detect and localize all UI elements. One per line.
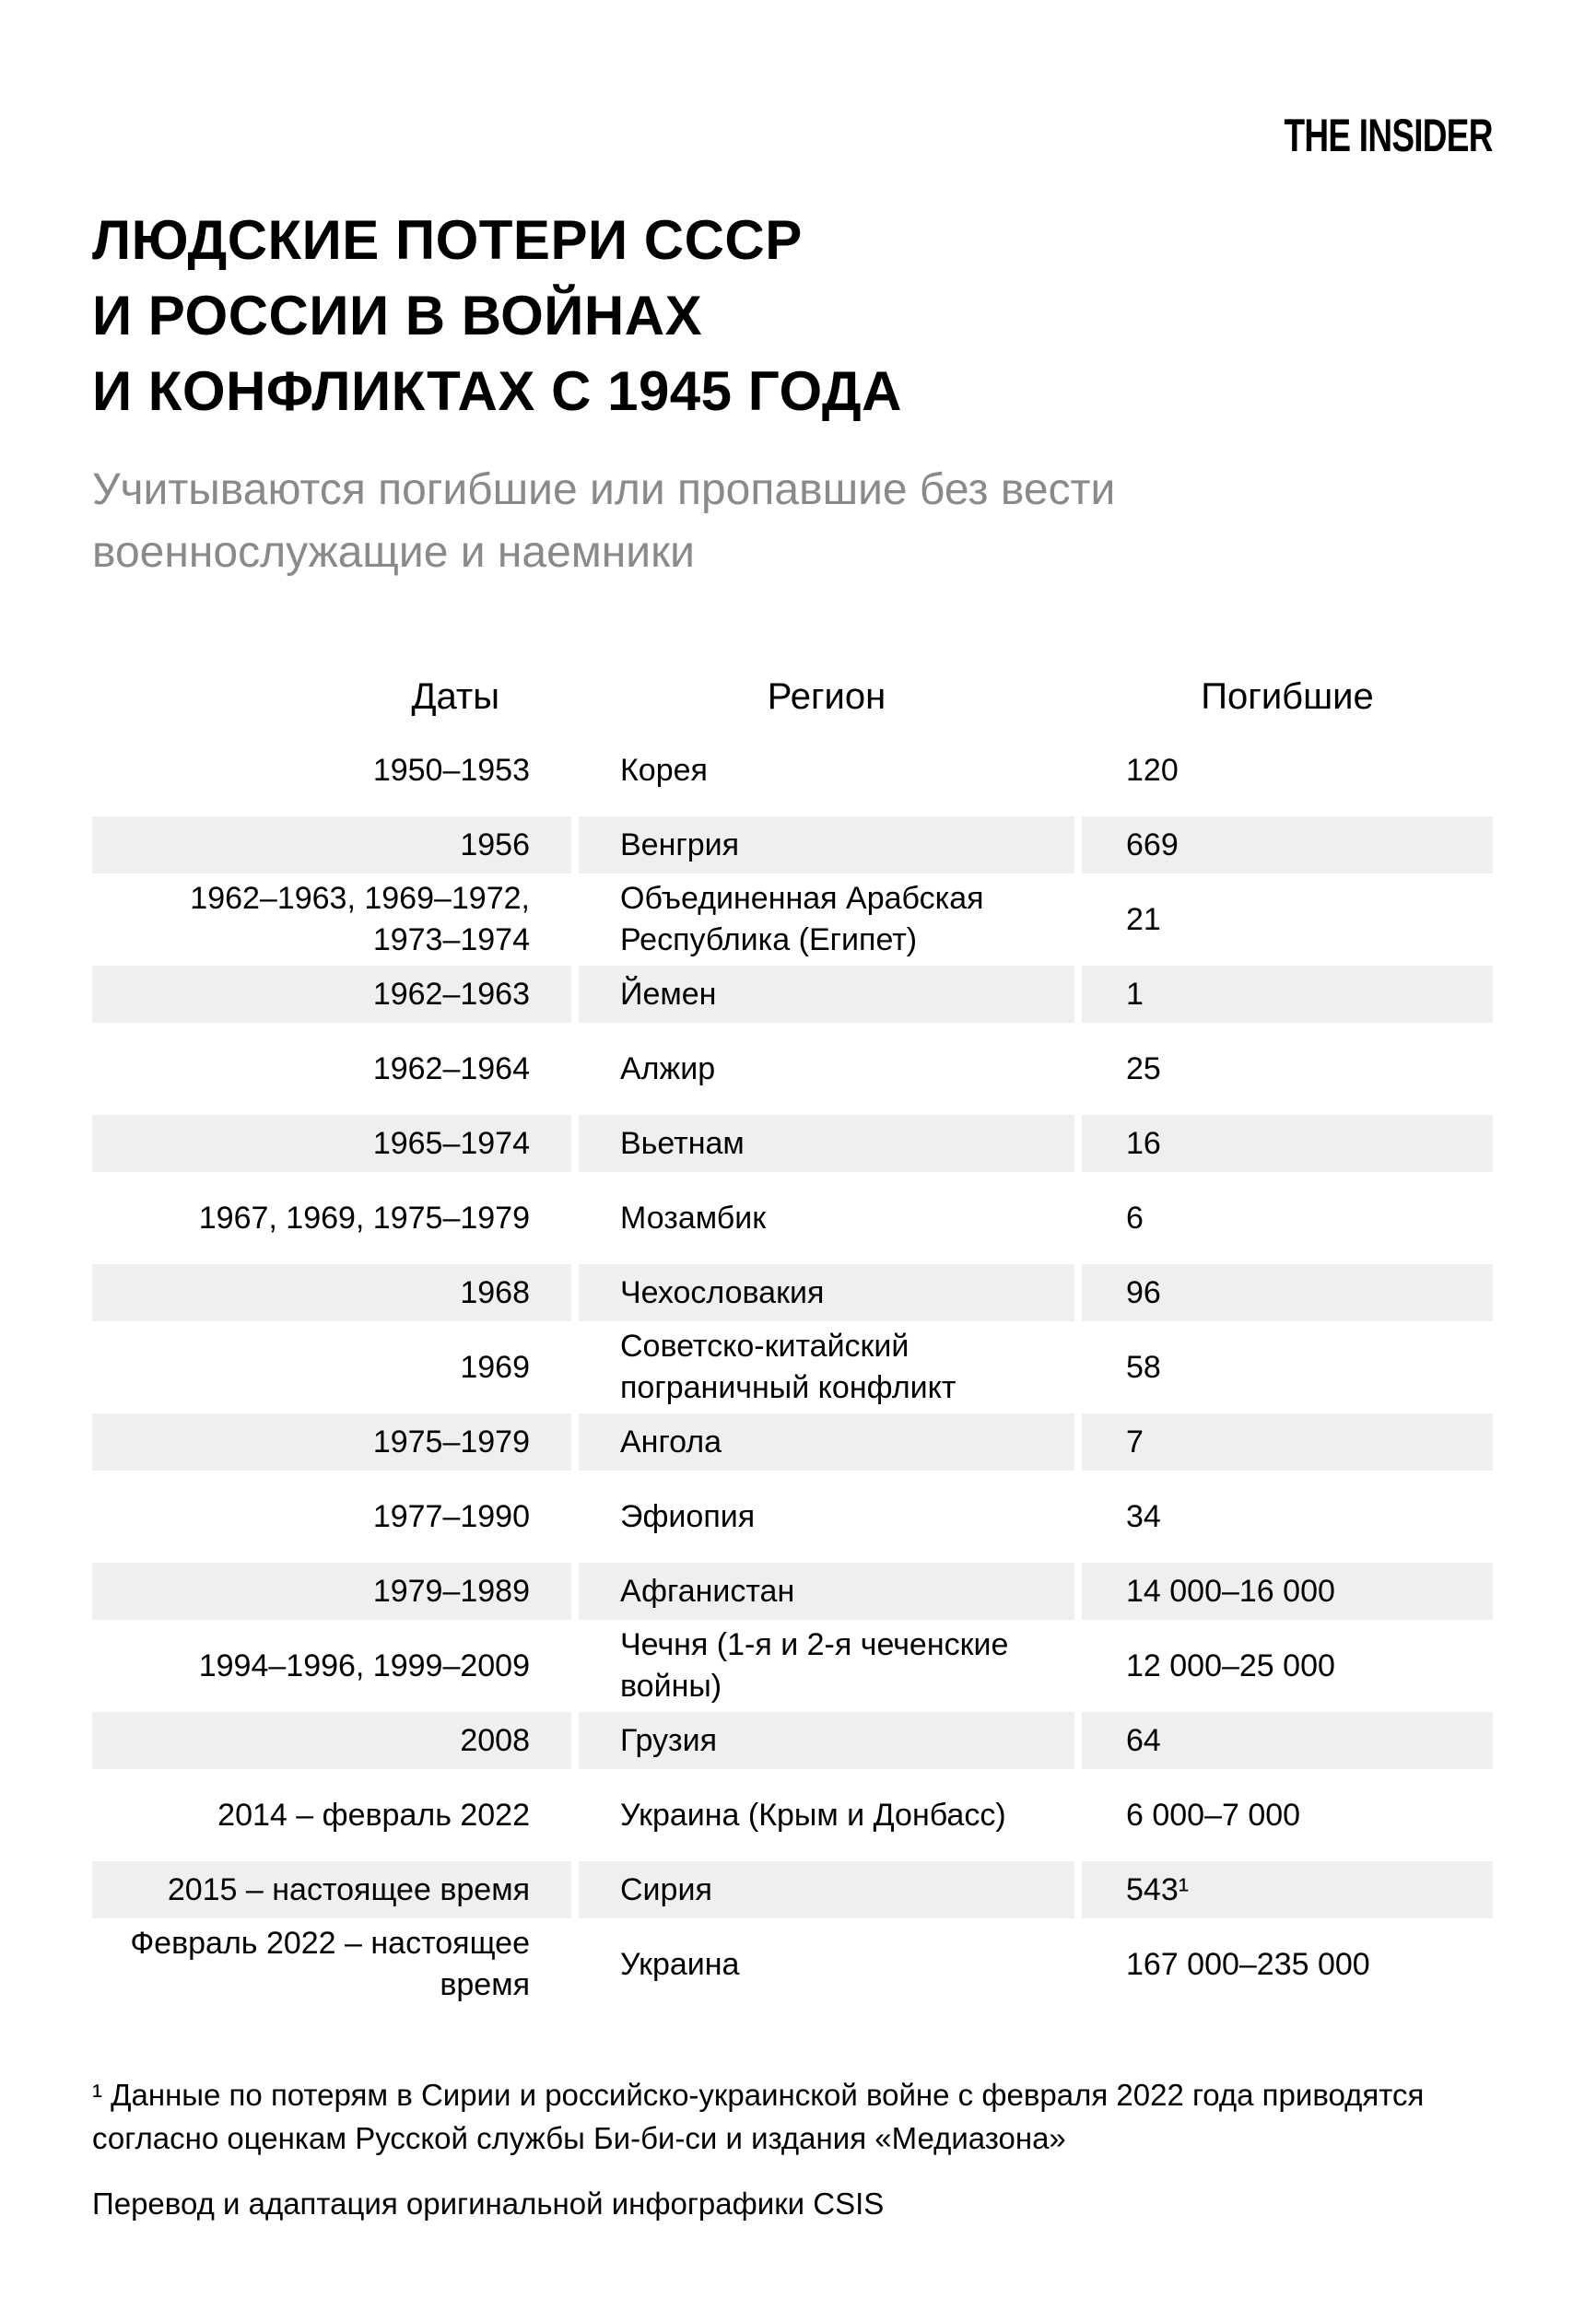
table-row: [92, 1712, 1493, 1769]
table-row: [92, 1471, 1493, 1563]
region-cell: Украина (Крым и Донбасс): [620, 1797, 1006, 1833]
region-cell: Ангола: [579, 1413, 1074, 1471]
dates-cell: 2015 – настоящее время: [92, 1861, 571, 1918]
deaths-cell: 25: [1126, 1050, 1161, 1086]
table-row: [92, 1620, 1493, 1712]
page-title-line-2: И РОССИИ В ВОЙНАХ: [92, 285, 703, 346]
page-title-line-1: ЛЮДСКИЕ ПОТЕРИ СССР: [92, 209, 803, 271]
table-row: [92, 873, 1493, 966]
the-insider-logo: THE INSIDER: [1284, 110, 1493, 161]
table-row: [92, 1563, 1493, 1620]
dates-cell: 1968: [92, 1264, 571, 1321]
region-cell: Алжир: [620, 1050, 716, 1086]
region-cell: Корея: [620, 752, 708, 788]
region-cell: Советско-китайский пограничный конфликт: [620, 1329, 956, 1405]
col-header-dates: Даты: [411, 675, 499, 717]
table-row: [92, 1115, 1493, 1172]
region-cell: Грузия: [579, 1712, 1074, 1769]
dates-cell: 1969: [460, 1349, 530, 1385]
region-cell: Мозамбик: [620, 1200, 767, 1236]
deaths-cell: 58: [1126, 1349, 1161, 1385]
table-row: [92, 1172, 1493, 1264]
footnote-credit: Перевод и адаптация оригинальной инфографики CSIS: [92, 2187, 885, 2221]
dates-cell: 1965–1974: [92, 1115, 571, 1172]
deaths-cell: 34: [1126, 1498, 1161, 1534]
table-row: [92, 1918, 1493, 2011]
dates-cell: 1994–1996, 1999–2009: [198, 1647, 530, 1683]
page-title: [92, 203, 1493, 429]
region-cell: Объединенная Арабская Республика (Египет): [620, 881, 984, 957]
losses-table: [92, 669, 1493, 2011]
region-cell: Сирия: [579, 1861, 1074, 1918]
masthead: [92, 0, 1493, 162]
deaths-cell: 543¹: [1082, 1861, 1493, 1918]
dates-cell: 1962–1963, 1969–1972, 1973–1974: [190, 881, 530, 957]
table-row: [92, 816, 1493, 873]
region-cell: Венгрия: [579, 816, 1074, 873]
deaths-cell: 669: [1082, 816, 1493, 873]
table-row: [92, 1321, 1493, 1413]
dates-cell: 1979–1989: [92, 1563, 571, 1620]
table-row: [92, 1264, 1493, 1321]
deaths-cell: 14 000–16 000: [1082, 1563, 1493, 1620]
deaths-cell: 6: [1126, 1200, 1144, 1236]
region-cell: Йемен: [579, 966, 1074, 1023]
deaths-cell: 1: [1082, 966, 1493, 1023]
dates-cell: 2008: [92, 1712, 571, 1769]
table-body: [92, 724, 1493, 2011]
deaths-cell: 167 000–235 000: [1126, 1946, 1370, 1982]
col-header-deaths: Погибшие: [1201, 675, 1374, 717]
deaths-cell: 6 000–7 000: [1126, 1797, 1301, 1833]
deaths-cell: 7: [1082, 1413, 1493, 1471]
region-cell: Украина: [620, 1946, 740, 1982]
region-cell: Вьетнам: [579, 1115, 1074, 1172]
col-header-region: Регион: [767, 675, 886, 717]
deaths-cell: 64: [1082, 1712, 1493, 1769]
footnote-sources: ¹ Данные по потерям в Сирии и российско-украинской войне с февраля 2022 года приводятся согласно оценкам Русской службы Би-би-си и издания «Медиазона»: [92, 2078, 1425, 2155]
deaths-cell: 96: [1082, 1264, 1493, 1321]
table-row: [92, 1769, 1493, 1861]
dates-cell: Февраль 2022 – настоящее время: [130, 1926, 530, 2002]
table-row: [92, 1861, 1493, 1918]
table-row: [92, 1023, 1493, 1115]
region-cell: Эфиопия: [620, 1498, 756, 1534]
dates-cell: 1967, 1969, 1975–1979: [198, 1200, 530, 1236]
footnotes: [92, 2073, 1493, 2225]
dates-cell: 1962–1964: [372, 1050, 530, 1086]
dates-cell: 2014 – февраль 2022: [217, 1797, 530, 1833]
dates-cell: 1977–1990: [372, 1498, 530, 1534]
table-row: [92, 966, 1493, 1023]
deaths-cell: 120: [1126, 752, 1179, 788]
deaths-cell: 21: [1126, 901, 1161, 937]
dates-cell: 1956: [92, 816, 571, 873]
dates-cell: 1962–1963: [92, 966, 571, 1023]
deaths-cell: 16: [1082, 1115, 1493, 1172]
table-row: [92, 724, 1493, 816]
table-header-row: [92, 669, 1493, 724]
page-title-line-3: И КОНФЛИКТАХ С 1945 ГОДА: [92, 360, 902, 422]
table-row: [92, 1413, 1493, 1471]
region-cell: Чечня (1-я и 2-я чеченские войны): [620, 1627, 1009, 1704]
region-cell: Чехословакия: [579, 1264, 1074, 1321]
subtitle: Учитываются погибшие или пропавшие без вести военнослужащие и наемники: [92, 465, 1116, 577]
dates-cell: 1975–1979: [92, 1413, 571, 1471]
region-cell: Афганистан: [579, 1563, 1074, 1620]
dates-cell: 1950–1953: [372, 752, 530, 788]
deaths-cell: 12 000–25 000: [1126, 1647, 1335, 1683]
